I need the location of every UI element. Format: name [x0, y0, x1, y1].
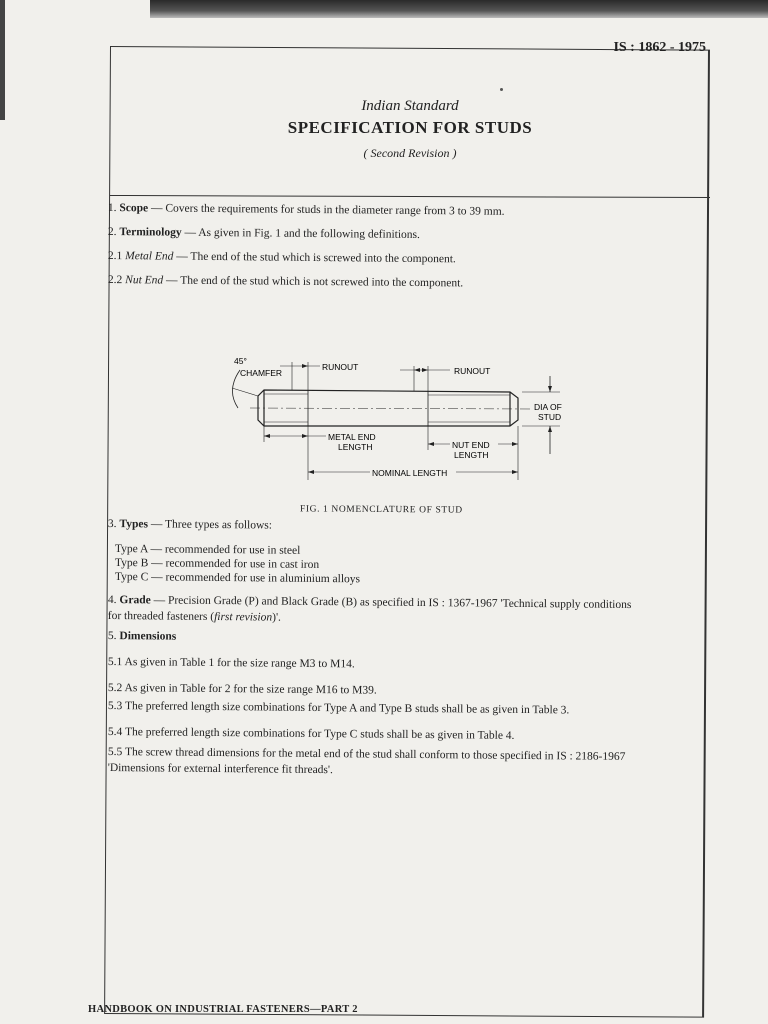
- section-grade: 4. Grade — Precision Grade (P) and Black Grade (B) as specified in IS : 1367-1967 'Technical supply conditions for threaded fasteners (first revision)'.: [107, 593, 632, 624]
- binding-edge: [0, 0, 5, 120]
- section-scope: 1. Scope — Covers the requirements for studs in the diameter range from 3 to 39 mm.: [107, 201, 505, 218]
- stud-outline: [258, 390, 518, 426]
- section-heading: Types: [119, 518, 149, 531]
- label-chamfer: CHAMFER: [240, 368, 283, 378]
- section-heading: Dimensions: [119, 630, 177, 643]
- label-nut-end-1: NUT END: [452, 440, 490, 450]
- title-kicker: Indian Standard: [361, 98, 459, 114]
- standard-number: IS : 1862 - 1975: [613, 40, 706, 55]
- dimension-item: 5.2 As given in Table for 2 for the size range M16 to M39.: [107, 681, 377, 697]
- label-metal-end-1: METAL END: [328, 432, 376, 442]
- type-item: Type A — recommended for use in steel: [114, 542, 301, 557]
- label-angle: 45°: [234, 356, 247, 366]
- label-dia-1: DIA OF: [534, 402, 562, 412]
- label-nominal-length: NOMINAL LENGTH: [372, 468, 448, 478]
- dimension-item: 5.5 The screw thread dimensions for the metal end of the stud shall conform to those specified in IS : 2186-1967 'Dimensions for external interference fit threads'.: [107, 745, 626, 777]
- label-runout-left: RUNOUT: [322, 362, 359, 372]
- scan-shadow: [150, 0, 768, 18]
- stud-diagram: [200, 350, 580, 500]
- section-heading: Scope: [119, 202, 149, 215]
- dimension-item: 5.3 The preferred length size combinations for Type A and Type B studs shall be as given in Table 3.: [107, 699, 570, 717]
- label-dia-2: STUD: [538, 412, 562, 422]
- chamfer-leader: [232, 388, 258, 396]
- type-item: Type C — recommended for use in aluminium alloys: [114, 570, 361, 586]
- section-terminology: 2. Terminology — As given in Fig. 1 and the following definitions.: [107, 225, 420, 241]
- dimension-item: 5.4 The preferred length size combinations for Type C studs shall be as given in Table 4.: [107, 725, 515, 742]
- label-runout-right: RUNOUT: [454, 366, 491, 376]
- dimension-item: 5.1 As given in Table 1 for the size range M3 to M14.: [107, 655, 355, 671]
- footer-text: HANDBOOK ON INDUSTRIAL FASTENERS—PART 2: [88, 1004, 358, 1015]
- definition-nut-end: 2.2 Nut End — The end of the stud which is not screwed into the component.: [107, 273, 464, 290]
- page-title: SPECIFICATION FOR STUDS: [287, 118, 533, 137]
- section-dimensions: 5. Dimensions: [107, 629, 177, 643]
- label-nut-end-2: LENGTH: [454, 450, 489, 460]
- centre-line: [250, 408, 530, 409]
- revision-note: ( Second Revision ): [363, 146, 457, 160]
- section-heading: Terminology: [119, 226, 182, 239]
- definition-metal-end: 2.1 Metal End — The end of the stud which is screwed into the component.: [107, 249, 456, 266]
- label-metal-end-2: LENGTH: [338, 442, 373, 452]
- speck: [500, 88, 503, 91]
- type-item: Type B — recommended for use in cast iron: [114, 556, 320, 571]
- section-types: 3. Types — Three types as follows:: [107, 517, 273, 532]
- section-heading: Grade: [119, 594, 151, 607]
- figure-caption: FIG. 1 NOMENCLATURE OF STUD: [299, 504, 463, 516]
